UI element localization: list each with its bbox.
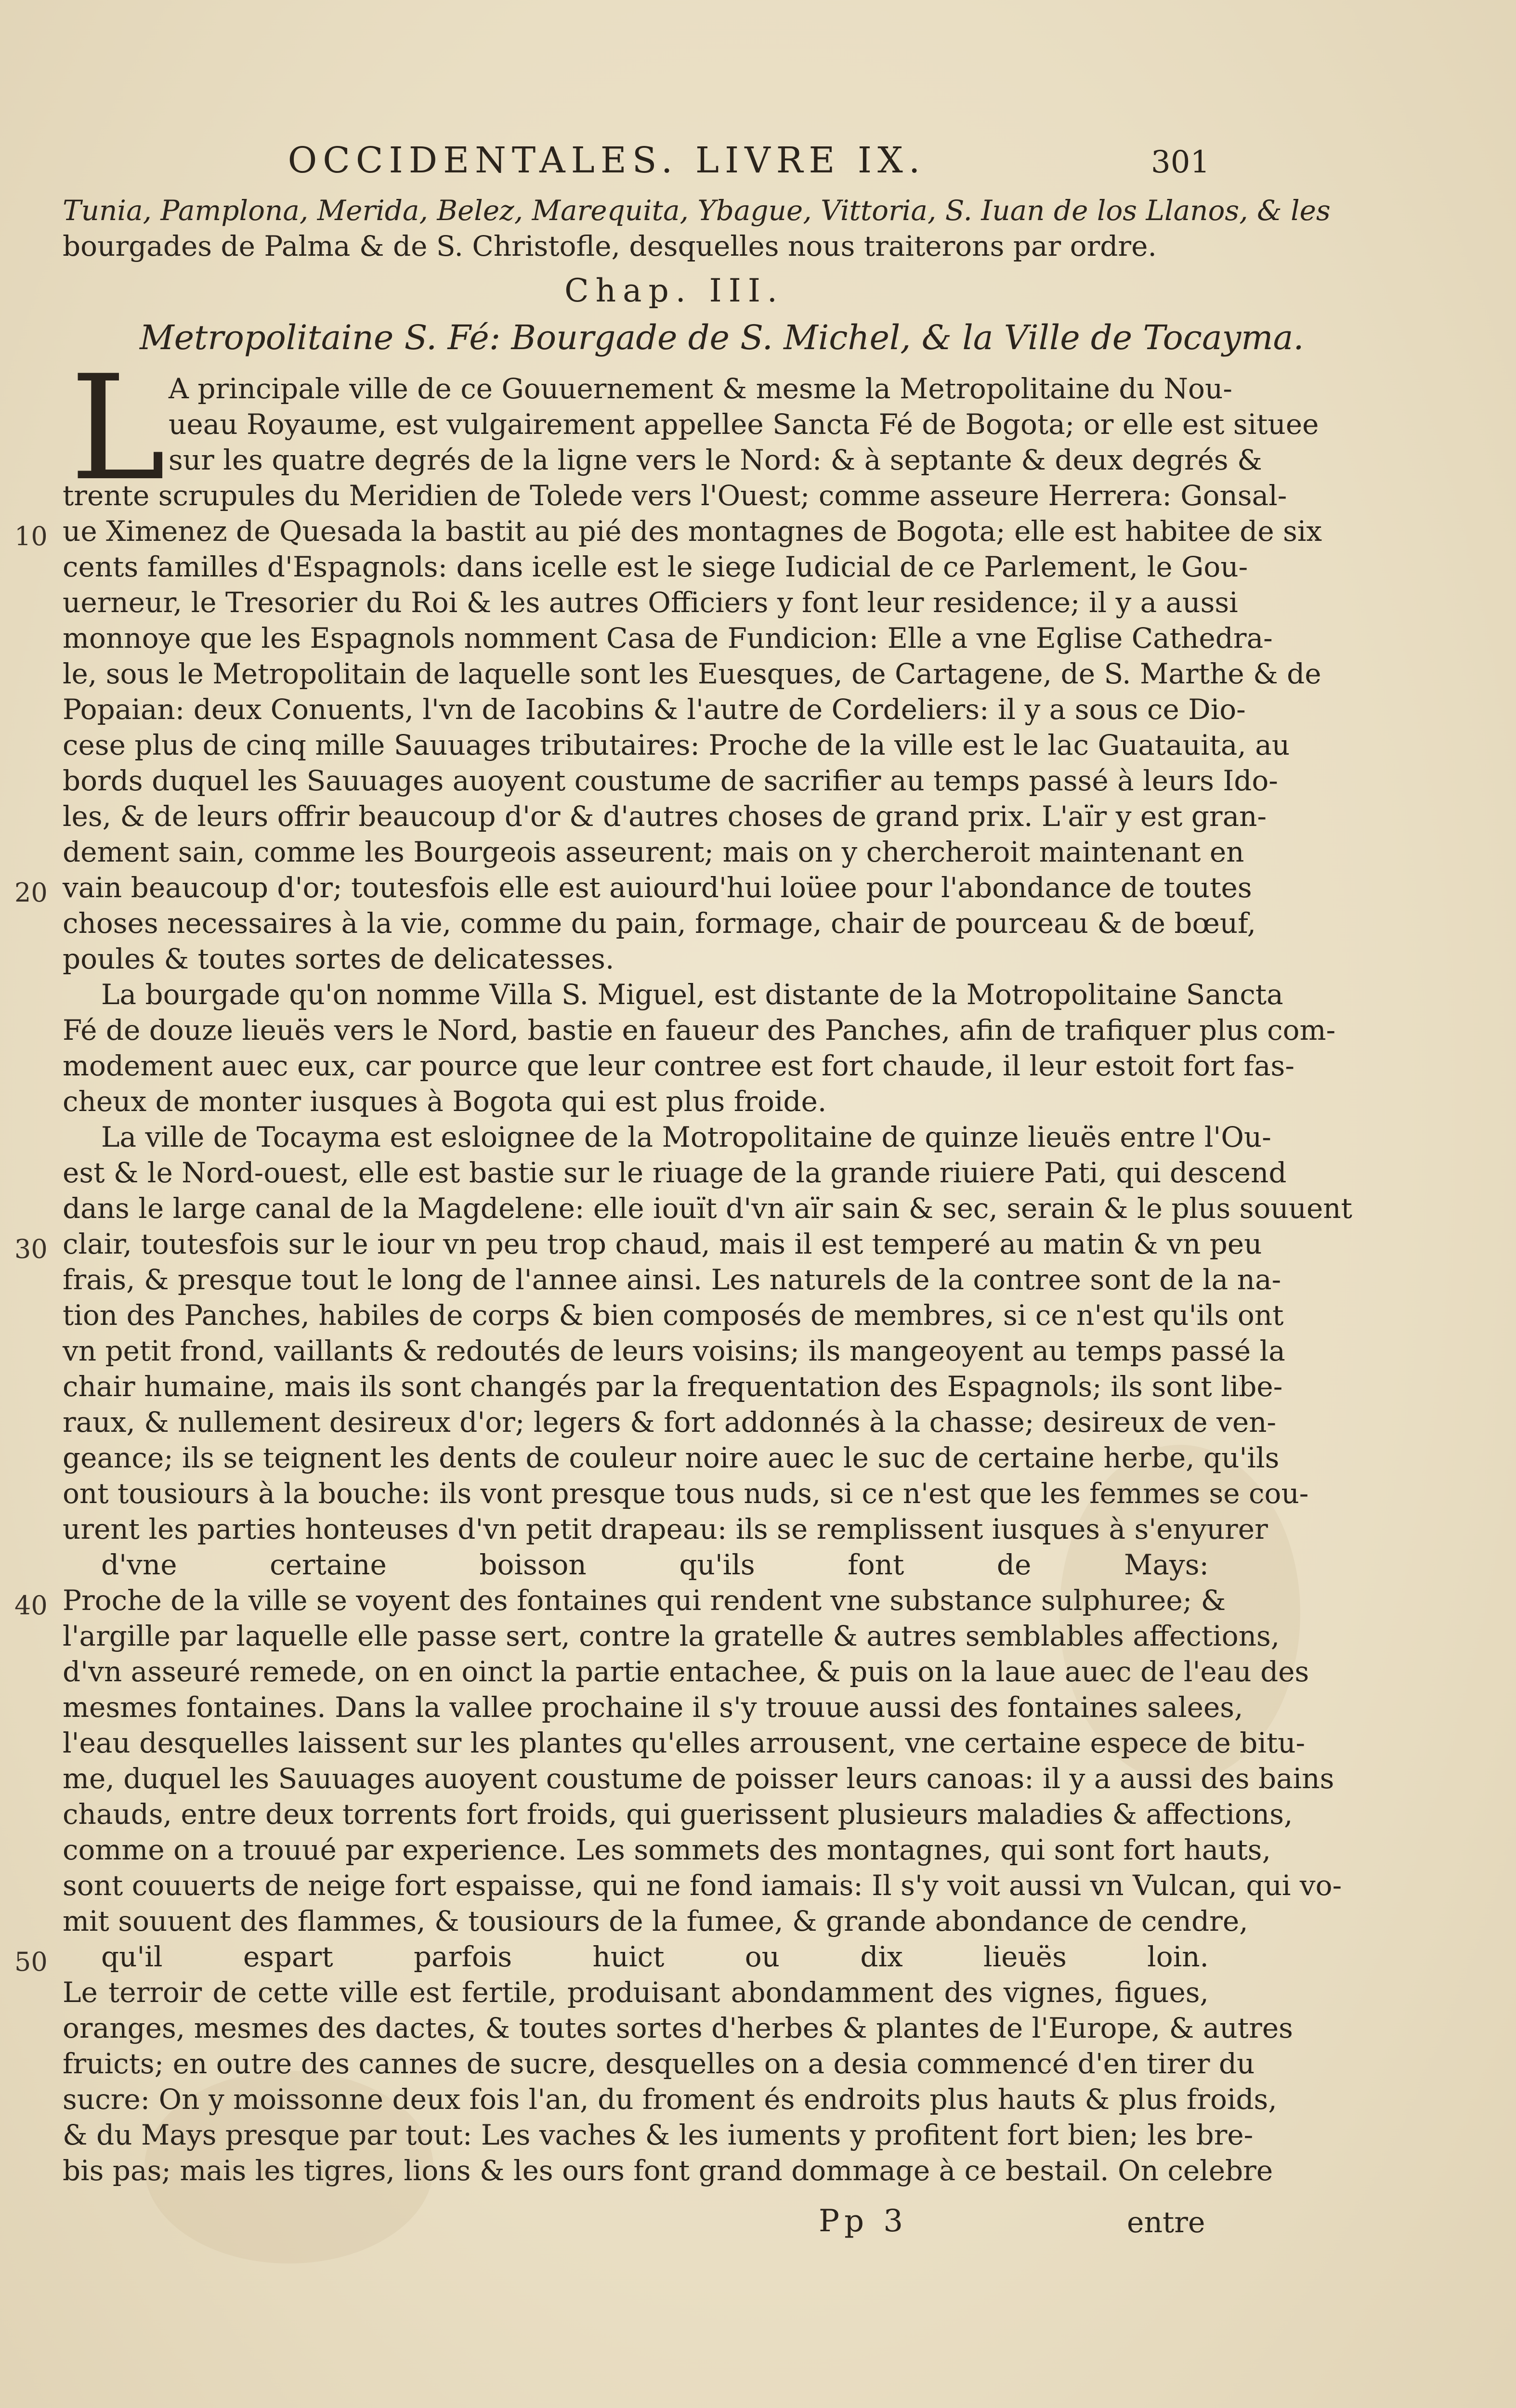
text-line: Proche de la ville se voyent des fontaines qui rendent vne substance sulphuree; & xyxy=(63,1584,1226,1617)
text-line: tion des Panches, habiles de corps & bien composés de membres, si ce n'est qu'ils ont xyxy=(63,1299,1284,1332)
text-line: sucre: On y moissonne deux fois l'an, du froment és endroits plus hauts & plus froids, xyxy=(63,2083,1277,2116)
text-line: vn petit frond, vaillants & redoutés de leurs voisins; ils mangeoyent au temps passé la xyxy=(63,1335,1285,1367)
margin-line-number: 40 xyxy=(14,1590,48,1621)
text-line: l'eau desquelles laissent sur les plantes qu'elles arrousent, vne certaine espece de bitu- xyxy=(63,1727,1306,1759)
text-line: raux, & nullement desireux d'or; legers & fort addonnés à la chasse; desireux de ven- xyxy=(63,1406,1277,1439)
text-line: bords duquel les Sauuages auoyent coustume de sacrifier au temps passé à leurs Ido- xyxy=(63,764,1278,797)
text-line: poules & toutes sortes de delicatesses. xyxy=(63,942,614,975)
intro-line: Tunia, Pamplona, Merida, Belez, Marequita, Ybague, Vittoria, S. Iuan de los Llanos, & les xyxy=(63,194,1331,227)
drop-cap: L xyxy=(70,344,166,512)
text-line: chair humaine, mais ils sont changés par la frequentation des Espagnols; ils sont libe- xyxy=(63,1370,1283,1403)
text-line: mit souuent des flammes, & tousiours de la fumee, & grande abondance de cendre, xyxy=(63,1905,1248,1937)
text-line: est & le Nord-ouest, elle est bastie sur le riuage de la grande riuiere Pati, qui descend xyxy=(63,1156,1287,1189)
text-line: clair, toutesfois sur le iour vn peu trop chaud, mais il est temperé au matin & vn peu xyxy=(63,1228,1262,1260)
page-number: 301 xyxy=(1151,144,1210,180)
margin-line-number: 50 xyxy=(14,1947,48,1977)
text-line: choses necessaires à la vie, comme du pain, formage, chair de pourceau & de bœuf, xyxy=(63,907,1256,940)
text-line: modement auec eux, car pource que leur contree est fort chaude, il leur estoit fort fas- xyxy=(63,1049,1294,1082)
text-line: chauds, entre deux torrents fort froids, qui guerissent plusieurs maladies & affections, xyxy=(63,1798,1293,1831)
margin-line-number: 20 xyxy=(14,877,48,908)
text-line: ont tousiours à la bouche: ils vont presque tous nuds, si ce n'est que les femmes se cou- xyxy=(63,1477,1309,1510)
text-line: cheux de monter iusques à Bogota qui est plus froide. xyxy=(63,1085,827,1118)
text-line: geance; ils se teignent les dents de couleur noire auec le suc de certaine herbe, qu'ils xyxy=(63,1441,1280,1474)
text-line: La ville de Tocayma est esloignee de la Motropolitaine de quinze lieuës entre l'Ou- xyxy=(101,1121,1271,1153)
text-line: monnoye que les Espagnols nomment Casa de Fundicion: Elle a vne Eglise Cathedra- xyxy=(63,622,1273,654)
text-line: qu'il espart parfois huict ou dix lieuës loin. xyxy=(101,1940,1209,1973)
text-line: d'vn asseuré remede, on en oinct la partie entachee, & puis on la laue auec de l'eau des xyxy=(63,1655,1309,1688)
text-line: bis pas; mais les tigres, lions & les ours font grand dommage à ce bestail. On celebre xyxy=(63,2154,1273,2187)
text-line: mesmes fontaines. Dans la vallee prochaine il s'y trouue aussi des fontaines salees, xyxy=(63,1691,1243,1724)
margin-line-number: 10 xyxy=(14,521,48,551)
text-line: cents familles d'Espagnols: dans icelle est le siege Iudicial de ce Parlement, le Gou- xyxy=(63,550,1248,583)
text-line: oranges, mesmes des dactes, & toutes sortes d'herbes & plantes de l'Europe, & autres xyxy=(63,2012,1293,2044)
text-line: sont couuerts de neige fort espaisse, qui ne fond iamais: Il s'y voit aussi vn Vulcan, qui vo- xyxy=(63,1869,1342,1902)
text-line: urent les parties honteuses d'vn petit drapeau: ils se remplissent iusques à s'enyurer xyxy=(63,1513,1268,1545)
text-line: le, sous le Metropolitain de laquelle sont les Euesques, de Cartagene, de S. Marthe & de xyxy=(63,657,1321,690)
text-line: La bourgade qu'on nomme Villa S. Miguel, est distante de la Motropolitaine Sancta xyxy=(101,978,1283,1011)
chapter-label: Chap. III. xyxy=(564,272,784,309)
catchword: entre xyxy=(1127,2206,1205,2239)
text-line: trente scrupules du Meridien de Tolede vers l'Ouest; comme asseure Herrera: Gonsal- xyxy=(63,479,1287,512)
text-line: ue Ximenez de Quesada la bastit au pié des montagnes de Bogota; elle est habitee de six xyxy=(63,515,1322,548)
margin-line-number: 30 xyxy=(14,1234,48,1264)
signature-mark: Pp 3 xyxy=(819,2203,908,2239)
text-line: Le terroir de cette ville est fertile, produisant abondamment des vignes, figues, xyxy=(63,1976,1209,2009)
text-line: uerneur, le Tresorier du Roi & les autres Officiers y font leur residence; il y a aussi xyxy=(63,586,1238,619)
text-line: me, duquel les Sauuages auoyent coustume de poisser leurs canoas: il y a aussi des bains xyxy=(63,1762,1334,1795)
text-line: sur les quatre degrés de la ligne vers le Nord: & à septante & deux degrés & xyxy=(169,444,1262,476)
text-line: cese plus de cinq mille Sauuages tributaires: Proche de la ville est le lac Guatauita, au xyxy=(63,729,1290,761)
text-line: ueau Royaume, est vulgairement appellee Sancta Fé de Bogota; or elle est situee xyxy=(169,408,1319,441)
text-line: les, & de leurs offrir beaucoup d'or & d'autres choses de grand prix. L'aïr y est gran- xyxy=(63,800,1267,833)
text-line: dans le large canal de la Magdelene: elle iouït d'vn aïr sain & sec, serain & le plus souuent xyxy=(63,1192,1352,1225)
text-line: Fé de douze lieuës vers le Nord, bastie en faueur des Panches, afin de trafiquer plus com- xyxy=(63,1014,1336,1047)
text-line: & du Mays presque par tout: Les vaches & les iuments y profitent fort bien; les bre- xyxy=(63,2119,1254,2151)
text-line: fruicts; en outre des cannes de sucre, desquelles on a desia commencé d'en tirer du xyxy=(63,2047,1255,2080)
text-line: d'vne certaine boisson qu'ils font de Mays: xyxy=(101,1548,1209,1581)
running-head: OCCIDENTALES. LIVRE IX. xyxy=(288,140,926,181)
chapter-title: Metropolitaine S. Fé: Bourgade de S. Michel, & la Ville de Tocayma. xyxy=(140,318,1304,357)
text-line: Popaian: deux Conuents, l'vn de Iacobins & l'autre de Cordeliers: il y a sous ce Dio- xyxy=(63,693,1246,726)
text-line: frais, & presque tout le long de l'annee ainsi. Les naturels de la contree sont de la na- xyxy=(63,1263,1281,1296)
intro-line: bourgades de Palma & de S. Christofle, desquelles nous traiterons par ordre. xyxy=(63,230,1157,262)
text-line: comme on a trouué par experience. Les sommets des montagnes, qui sont fort hauts, xyxy=(63,1833,1271,1866)
text-line: l'argille par laquelle elle passe sert, contre la gratelle & autres semblables affections, xyxy=(63,1620,1280,1652)
text-line: vain beaucoup d'or; toutesfois elle est auiourd'hui loüee pour l'abondance de toutes xyxy=(63,871,1252,904)
text-line: A principale ville de ce Gouuernement & mesme la Metropolitaine du Nou- xyxy=(169,372,1232,405)
text-line: dement sain, comme les Bourgeois asseurent; mais on y chercheroit maintenant en xyxy=(63,836,1244,868)
